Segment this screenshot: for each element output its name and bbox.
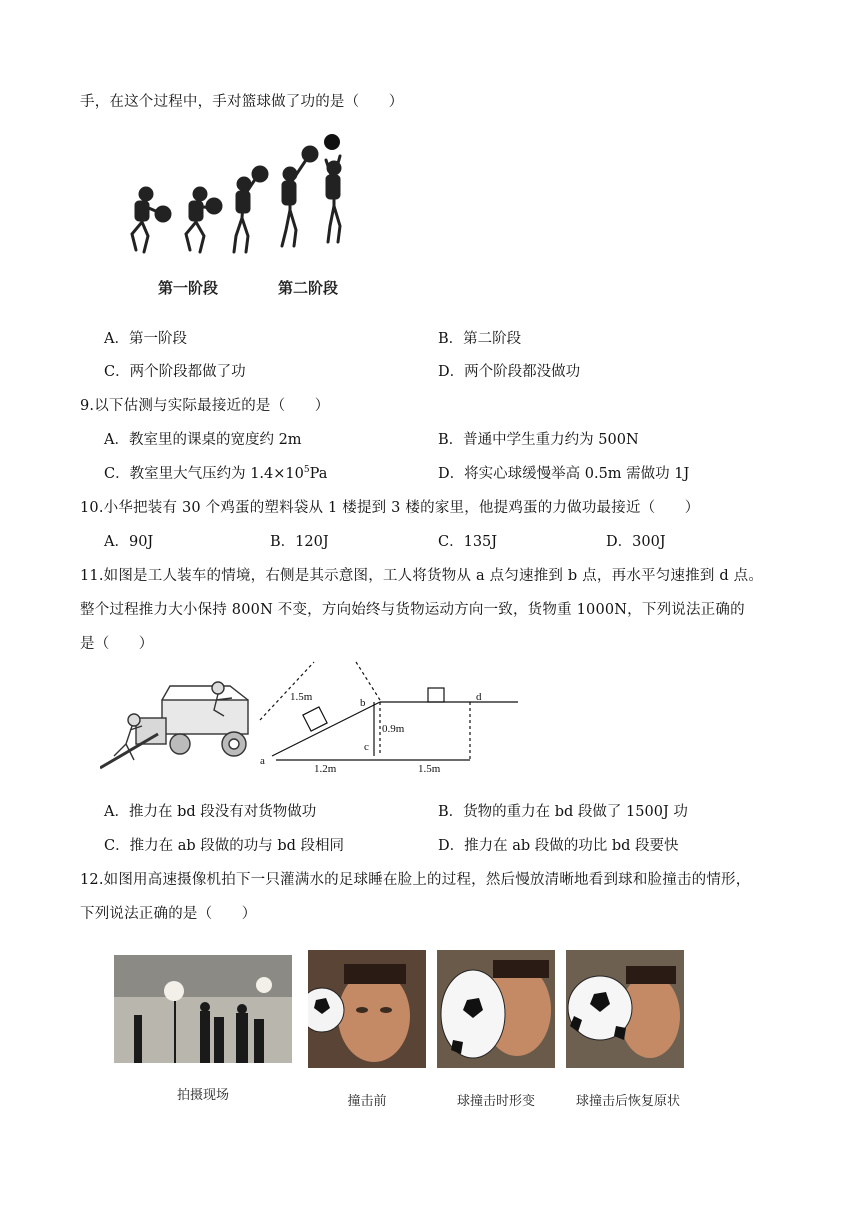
q12-stem-line1: 12.如图用高速摄像机拍下一只灌满水的足球睡在脸上的过程，然后慢放清晰地看到球和脸撞击的情形， (80, 872, 751, 888)
q11-option-d: D．推力在 ab 段做的功比 bd 段要快 (438, 838, 679, 854)
player-figure-2 (186, 188, 221, 252)
q12-stem-line2: 下列说法正确的是（ ） (80, 906, 257, 922)
photo-before-impact (308, 950, 426, 1072)
caption-deformation: 球撞击时形变 (456, 1094, 535, 1109)
q11-stem-line3: 是（ ） (80, 636, 154, 652)
point-d: d (476, 691, 482, 703)
stage1-label: 第一阶段 (158, 279, 219, 297)
q11-option-c: C．推力在 ab 段做的功与 bd 段相同 (104, 838, 345, 854)
q9-option-c: C．教室里大气压约为 $1.4\times 10^5Pa$ (104, 465, 328, 482)
label-base: 1.2m (314, 763, 337, 775)
q10-option-a: A．90J (104, 534, 154, 550)
photo-ball-restore (566, 950, 684, 1072)
caption-before-impact: 撞击前 (347, 1094, 387, 1109)
point-a: a (260, 755, 265, 767)
player-figure-1 (132, 188, 170, 252)
q11-loading-figure (100, 660, 530, 789)
q10-option-b: B．120J (270, 534, 329, 550)
q8-option-b: B．第二阶段 (438, 331, 522, 347)
photo-shooting-scene (114, 955, 292, 1067)
q11-option-b: B．货物的重力在 bd 段做了 1500J 功 (438, 804, 688, 820)
q10-option-d: D．300J (606, 534, 666, 550)
q9-stem: 9.以下估测与实际最接近的是（ ） (80, 398, 330, 414)
player-figure-4 (282, 147, 317, 246)
q10-option-c: C．135J (438, 534, 498, 550)
player-figure-3 (234, 167, 267, 252)
point-c: c (364, 741, 369, 753)
label-height: 0.9m (382, 723, 405, 735)
q8-stem-tail: 手，在这个过程中，手对篮球做了功的是（ ） (80, 94, 404, 110)
q8-option-c: C．两个阶段都做了功 (104, 364, 246, 380)
player-figure-5 (326, 156, 340, 242)
caption-shooting-scene: 拍摄现场 (176, 1088, 229, 1103)
worker-truck-sketch (100, 682, 248, 768)
stage2-label: 第二阶段 (278, 279, 339, 297)
point-b: b (360, 697, 366, 709)
label-flat: 1.5m (418, 763, 441, 775)
photo-ball-deformation (437, 950, 555, 1072)
q10-stem: 10.小华把装有 30 个鸡蛋的塑料袋从 1 楼提到 3 楼的家里，他提鸡蛋的力做功最接近（ ） (80, 500, 700, 516)
incline-diagram (260, 662, 518, 760)
q11-option-a: A．推力在 bd 段没有对货物做功 (104, 804, 317, 820)
q9-option-b: B．普通中学生重力约为 500N (438, 432, 639, 448)
q11-stem-line1: 11.如图是工人装车的情境，右侧是其示意图，工人将货物从 a 点匀速推到 b 点，再水平匀速推到 d 点。 (80, 568, 764, 584)
caption-restore: 球撞击后恢复原状 (575, 1094, 680, 1109)
label-slope-length: 1.5m (290, 691, 313, 703)
q8-option-a: A．第一阶段 (104, 331, 187, 347)
q8-option-d: D．两个阶段都没做功 (438, 364, 581, 380)
q11-stem-line2: 整个过程推力大小保持 800N 不变，方向始终与货物运动方向一致，货物重 1000N，下列说法正确的 (80, 602, 745, 618)
q9-option-d: D．将实心球缓慢举高 0.5m 需做功 1J (438, 466, 690, 482)
q9-option-a: A．教室里的课桌的宽度约 2m (104, 432, 302, 448)
q8-basketball-figure (118, 122, 368, 311)
